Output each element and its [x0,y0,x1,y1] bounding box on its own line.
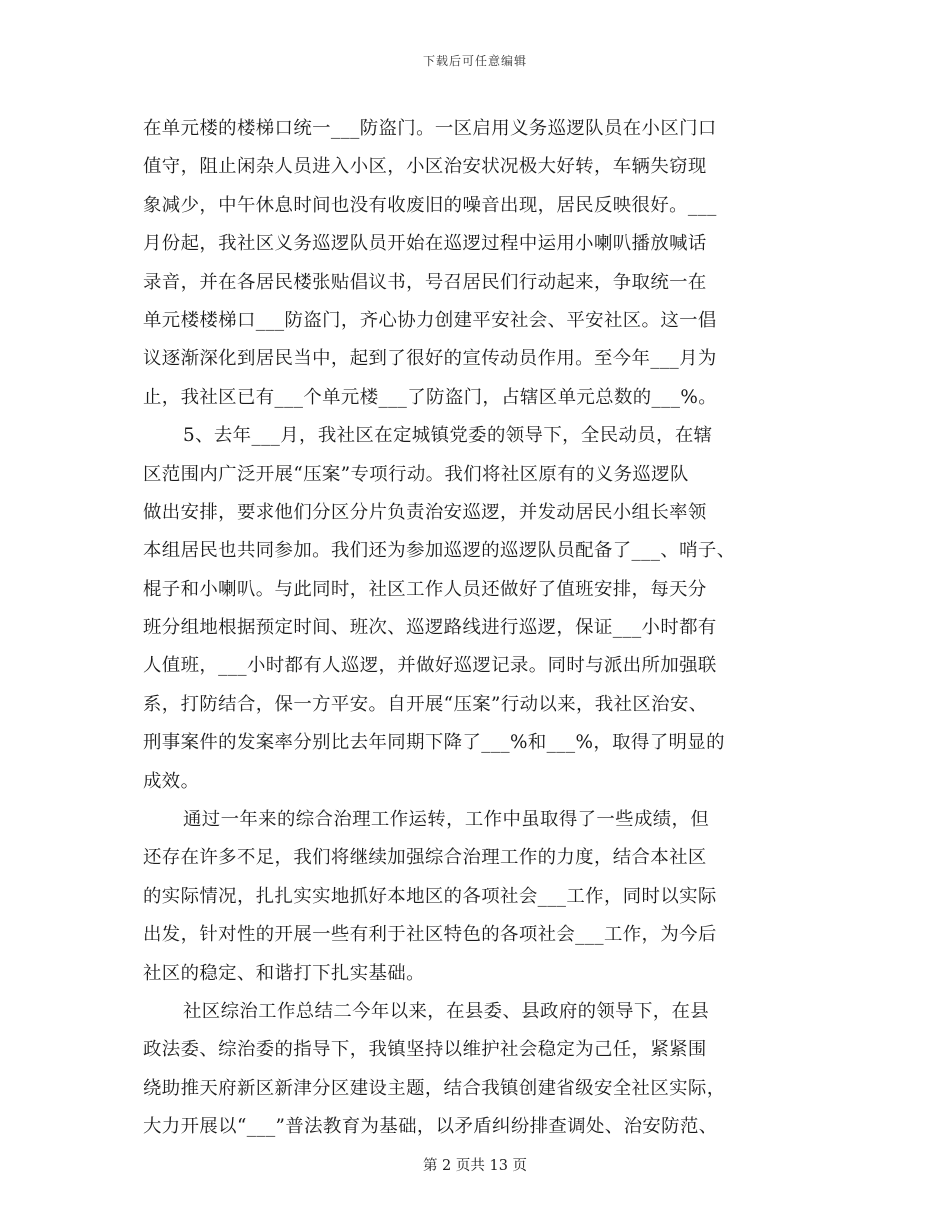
document-body [143,110,813,1147]
text-line: 绕助推天府新区新津分区建设主题，结合我镇创建省级安全社区实际， [143,1077,726,1099]
text-line: 通过一年来的综合治理工作运转，工作中虽取得了一些成绩，但 [183,809,710,831]
page-footer: 第 2 页共 13 页 [422,1158,528,1174]
text-line: 做出安排，要求他们分区分片负责治安巡逻，并发动居民小组长率领 [143,501,707,523]
text-line: 班分组地根据预定时间、班次、巡逻路线进行巡逻，保证___小时都有 [143,617,717,639]
text-line: 象减少，中午休息时间也没有收废旧的噪音出现，居民反映很好。___ [143,194,717,216]
text-line: 刑事案件的发案率分别比去年同期下降了___%和___%，取得了明显的 [143,732,725,754]
text-line: 系，打防结合，保一方平安。自开展“压案”行动以来，我社区治安、 [143,693,708,715]
page-header: 下载后可任意编辑 [422,54,527,68]
text-line: 录音，并在各居民楼张贴倡议书，号召居民们行动起来，争取统一在 [143,271,707,293]
text-line: 社区的稳定、和谐打下扎实基础。 [143,962,425,984]
text-line: 人值班，___小时都有人巡逻，并做好巡逻记录。同时与派出所加强联 [143,655,717,677]
text-line: 大力开展以“___”普法教育为基础，以矛盾纠纷排查调处、治安防范、 [143,1116,718,1138]
text-line: 5、去年___月，我社区在定城镇党委的领导下，全民动员，在辖 [183,425,713,447]
text-line: 本组居民也共同参加。我们还为参加巡逻的巡逻队员配备了___、哨子、 [143,540,736,562]
text-line: 成效。 [143,770,200,792]
text-line: 的实际情况，扎扎实实地抓好本地区的各项社会___工作，同时以实际 [143,885,717,907]
text-line: 社区综治工作总结二今年以来，在县委、县政府的领导下，在县 [183,1000,710,1022]
text-line: 值守，阻止闲杂人员进入小区，小区治安状况极大好转，车辆失窃现 [143,156,707,178]
text-line: 月份起，我社区义务巡逻队员开始在巡逻过程中运用小喇叭播放喊话 [143,233,707,255]
text-line: 还存在许多不足，我们将继续加强综合治理工作的力度，结合本社区 [143,847,707,869]
text-line: 棍子和小喇叭。与此同时，社区工作人员还做好了值班安排，每天分 [143,578,707,600]
text-line: 止，我社区已有___个单元楼___了防盗门，占辖区单元总数的___%。 [143,386,717,408]
text-line: 议逐渐深化到居民当中，起到了很好的宣传动员作用。至今年___月为 [143,348,717,370]
text-line: 政法委、综治委的指导下，我镇坚持以维护社会稳定为己任，紧紧围 [143,1039,707,1061]
text-line: 在单元楼的楼梯口统一___防盗门。一区启用义务巡逻队员在小区门口 [143,118,717,139]
text-line: 出发，针对性的开展一些有利于社区特色的各项社会___工作，为今后 [143,924,717,946]
text-line: 区范围内广泛开展“压案”专项行动。我们将社区原有的义务巡逻队 [143,463,689,485]
text-line: 单元楼楼梯口___防盗门，齐心协力创建平安社会、平安社区。这一倡 [143,309,717,331]
